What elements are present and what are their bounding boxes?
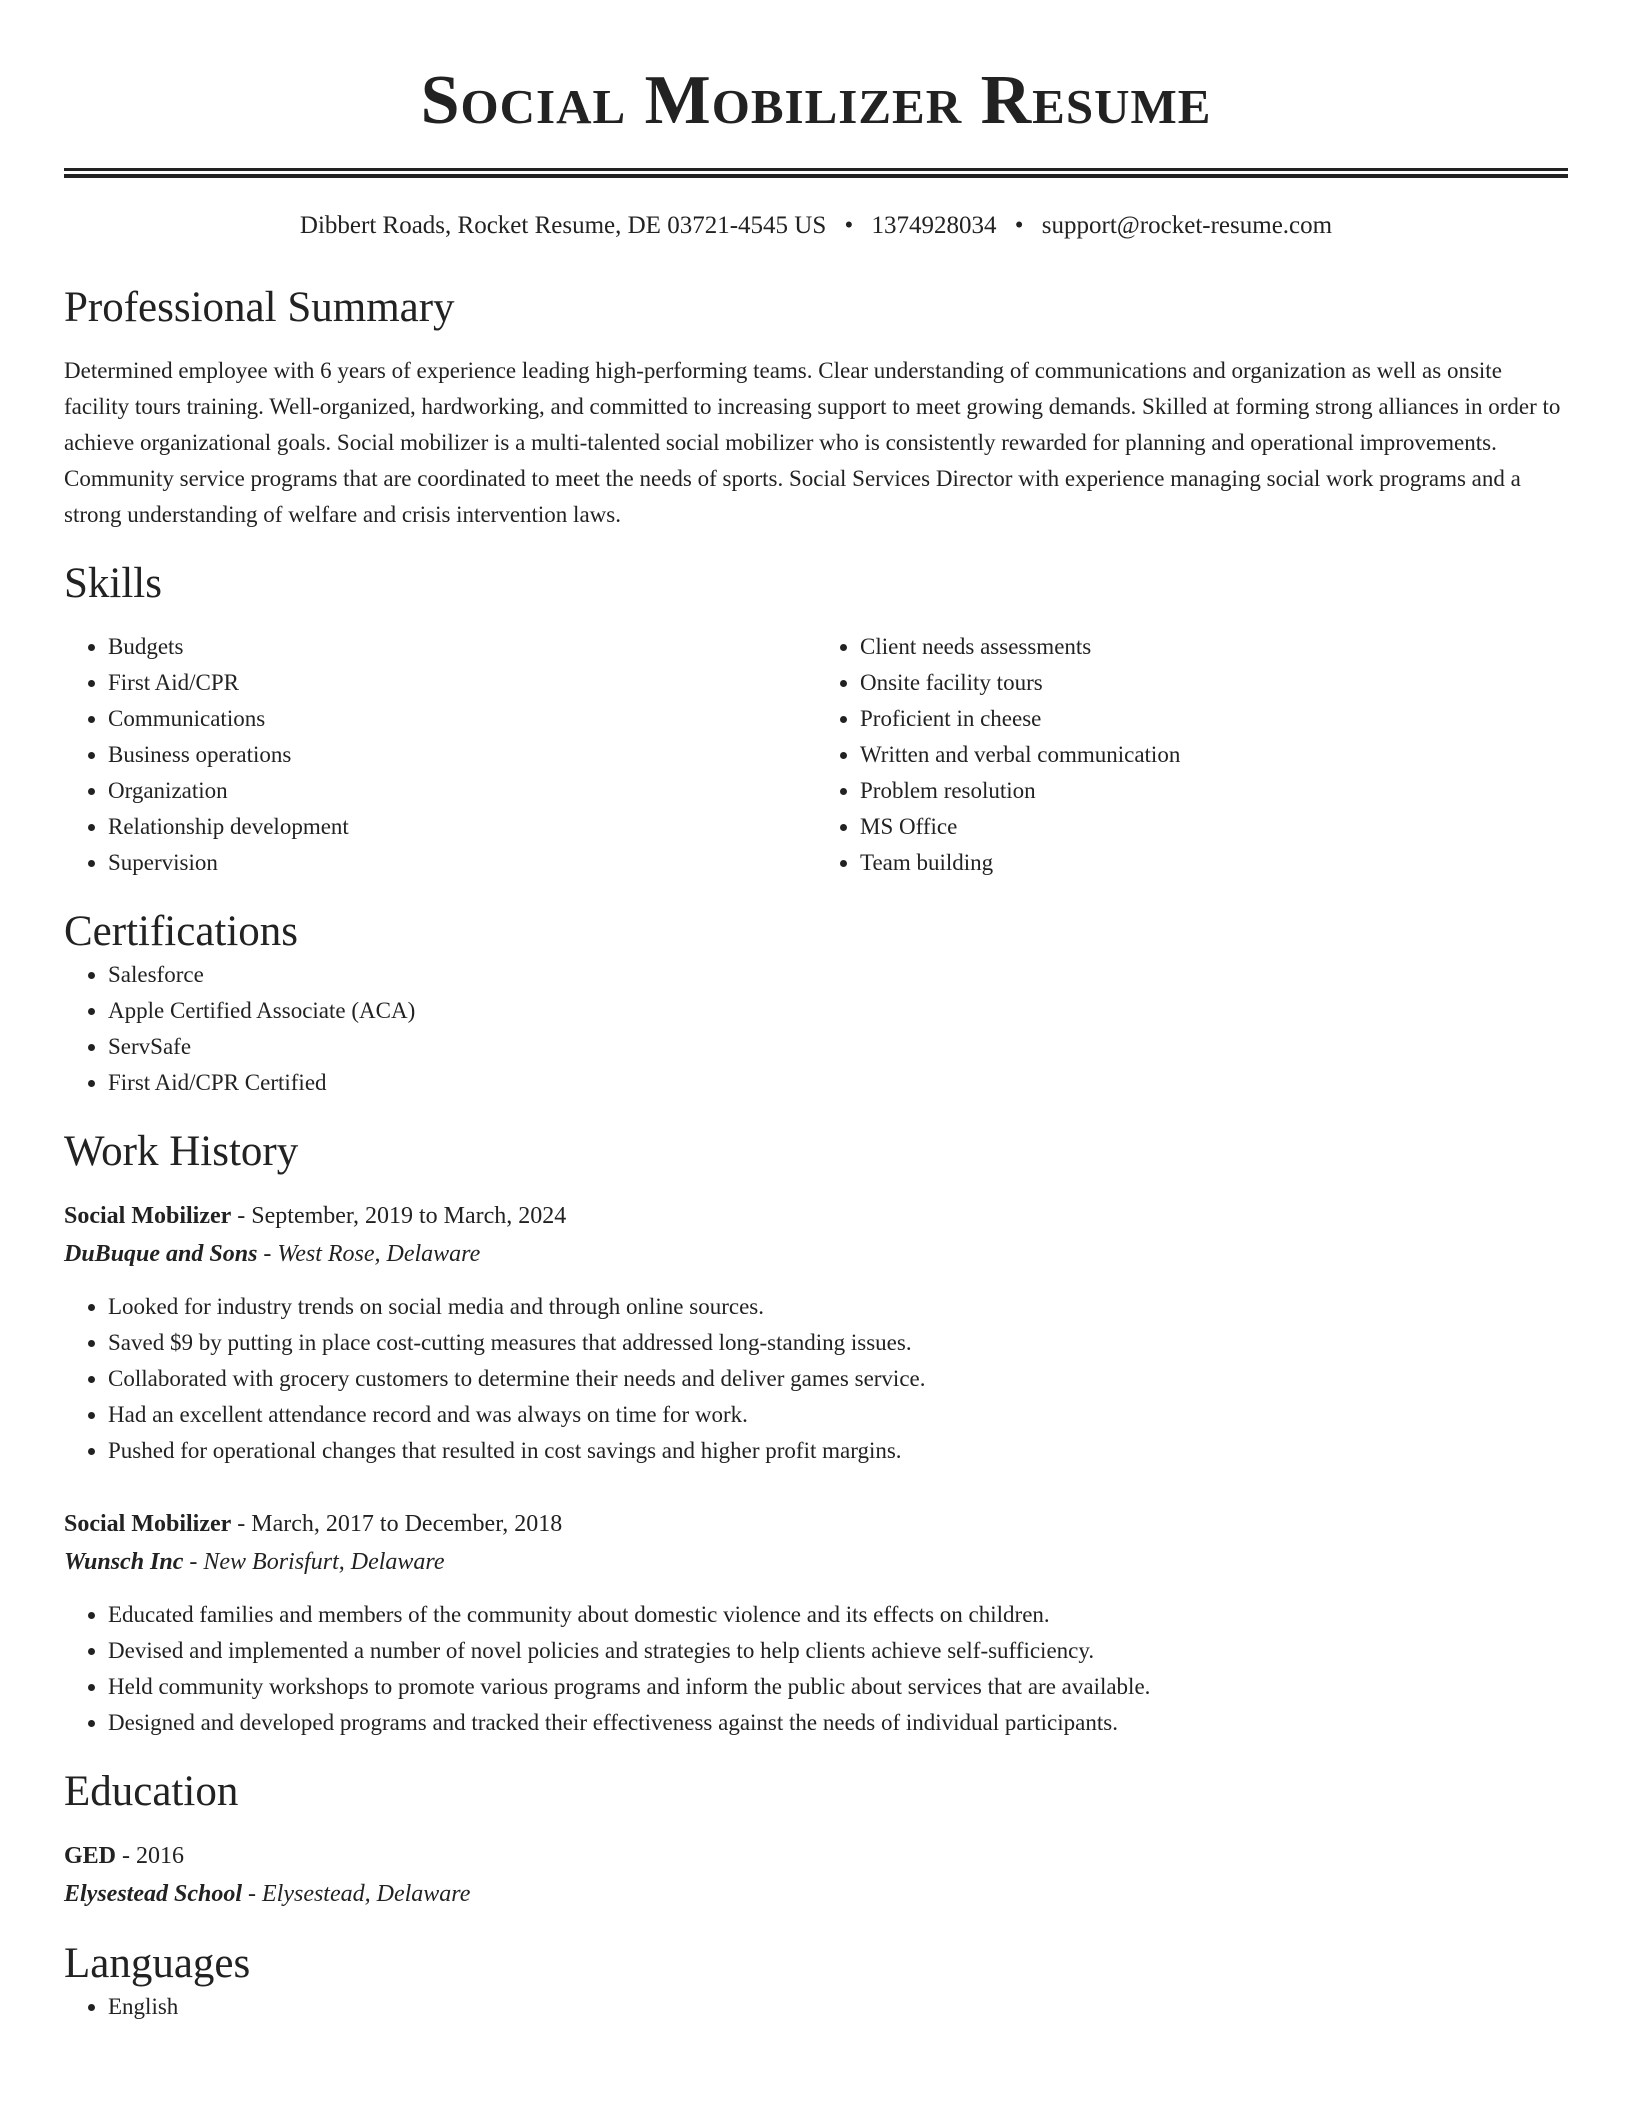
skill-item: • Communications (108, 701, 816, 737)
job-duty-item: • Had an excellent attendance record and was always on time for work. (108, 1397, 1568, 1433)
job-duty-item: • Held community workshops to promote various programs and inform the public about services that are available. (108, 1669, 1568, 1705)
job-entry (64, 1505, 1568, 1741)
contact-separator: • (1014, 212, 1024, 239)
certifications-heading: Certifications (64, 908, 299, 955)
contact-email: support@rocket-resume.com (1041, 212, 1333, 239)
job-duties-list (64, 1597, 1568, 1741)
skill-item: • Onsite facility tours (860, 665, 1568, 701)
skill-item: • Budgets (108, 629, 816, 665)
languages-list (64, 1989, 1568, 2025)
skill-item: • Written and verbal communication (860, 737, 1568, 773)
job-entry (64, 1197, 1568, 1469)
job-duty-item: • Pushed for operational changes that resulted in cost savings and higher profit margins. (108, 1433, 1568, 1469)
skill-item: • Business operations (108, 737, 816, 773)
skill-item: • Proficient in cheese (860, 701, 1568, 737)
certification-item: • First Aid/CPR Certified (108, 1065, 1568, 1101)
skill-item: • Problem resolution (860, 773, 1568, 809)
job-title-line (64, 1505, 1568, 1543)
employer-location: - New Borisfurt, Delaware (183, 1549, 445, 1575)
skill-item: • Client needs assessments (860, 629, 1568, 665)
skills-list-right (816, 629, 1568, 881)
contact-separator: • (844, 212, 854, 239)
education-degree-line (64, 1837, 1568, 1875)
employer-line (64, 1543, 1568, 1581)
skill-item: • Organization (108, 773, 816, 809)
employer-name: DuBuque and Sons (64, 1241, 258, 1267)
employer-location: - West Rose, Delaware (257, 1241, 481, 1267)
languages-heading: Languages (64, 1940, 251, 1987)
job-duty-item: • Looked for industry trends on social media and through online sources. (108, 1289, 1568, 1325)
job-title: Social Mobilizer (64, 1511, 232, 1537)
education-year: - 2016 (116, 1843, 185, 1869)
job-duty-item: • Educated families and members of the community about domestic violence and its effects on children. (108, 1597, 1568, 1633)
certification-item: • Apple Certified Associate (ACA) (108, 993, 1568, 1029)
skill-item: • Supervision (108, 845, 816, 881)
skill-item: • Team building (860, 845, 1568, 881)
summary-text: Determined employee with 6 years of experience leading high-performing teams. Clear understanding of communications and organization as well as onsite facility tours training. Well-organized, hardworking, and committed to increasing support to meet growing demands. Skilled at forming strong alliances in order to achieve organizational goals. Social mobilizer is a multi-talented social mobilizer who is consistently rewarded for planning and operational improvements. Community service programs that are coordinated to meet the needs of sports. Social Services Director with experience managing social work programs and a strong understanding of welfare and crisis intervention laws. (64, 358, 1561, 527)
resume-title: Social Mobilizer Resume (420, 62, 1212, 139)
job-duty-item: • Devised and implemented a number of novel policies and strategies to help clients achieve self-sufficiency. (108, 1633, 1568, 1669)
contact-phone: 1374928034 (871, 212, 997, 239)
education-heading: Education (64, 1768, 239, 1815)
contact-address: Dibbert Roads, Rocket Resume, DE 03721-4545 US (299, 212, 827, 239)
employer-line (64, 1235, 1568, 1273)
job-duties-list (64, 1289, 1568, 1469)
summary-heading: Professional Summary (64, 284, 455, 331)
work-history-heading: Work History (64, 1128, 299, 1175)
employer-name: Wunsch Inc (64, 1549, 184, 1575)
title-divider (64, 168, 1568, 178)
skills-columns (64, 629, 1568, 881)
job-duty-item: • Collaborated with grocery customers to determine their needs and deliver games service. (108, 1361, 1568, 1397)
certification-item: • Salesforce (108, 957, 1568, 993)
certifications-list (64, 957, 1568, 1101)
education-location: - Elysestead, Delaware (242, 1881, 471, 1907)
education-degree: GED (64, 1843, 117, 1869)
skills-heading: Skills (64, 560, 162, 607)
education-school: Elysestead School (64, 1881, 242, 1907)
resume-page (64, 0, 1568, 2025)
skill-item: • Relationship development (108, 809, 816, 845)
skill-item: • MS Office (860, 809, 1568, 845)
job-dates: - September, 2019 to March, 2024 (231, 1203, 567, 1229)
job-title: Social Mobilizer (64, 1203, 232, 1229)
skills-list-left (64, 629, 816, 881)
contact-line (64, 211, 1568, 241)
certification-item: • ServSafe (108, 1029, 1568, 1065)
language-item: • English (108, 1989, 1568, 2025)
job-duty-item: • Designed and developed programs and tracked their effectiveness against the needs of individual participants. (108, 1705, 1568, 1741)
job-dates: - March, 2017 to December, 2018 (231, 1511, 563, 1537)
skill-item: • First Aid/CPR (108, 665, 816, 701)
job-duty-item: • Saved $9 by putting in place cost-cutting measures that addressed long-standing issues. (108, 1325, 1568, 1361)
education-school-line (64, 1875, 1568, 1913)
job-title-line (64, 1197, 1568, 1235)
